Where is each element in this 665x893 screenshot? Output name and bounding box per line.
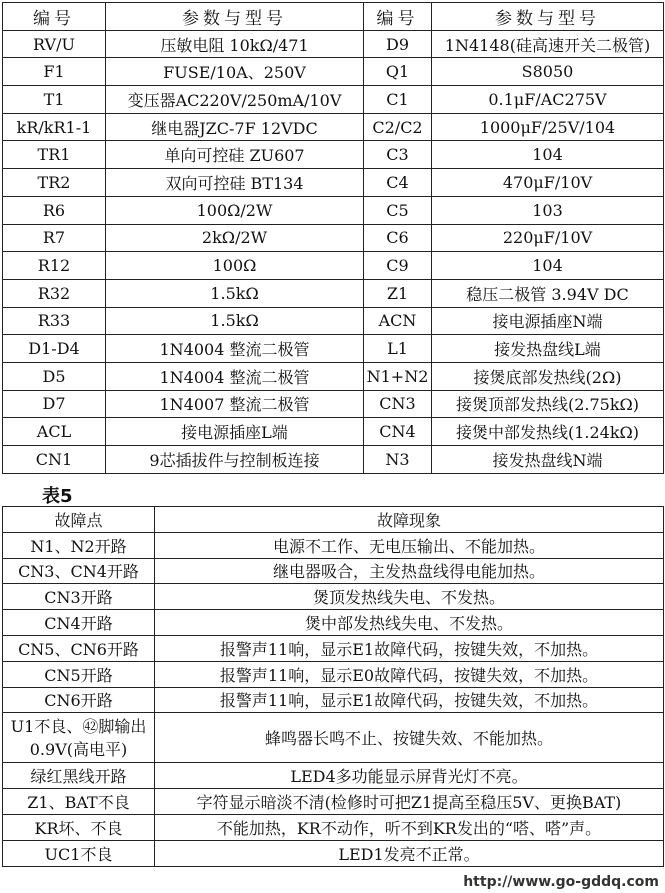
parts-row <box>3 418 664 446</box>
header-id-2: 编号 <box>364 3 432 31</box>
part-param-cell: 470μF/10V <box>432 169 664 197</box>
fault-symptom-cell: 报警声11响，显示E1故障代码，按键失效，不加热。 <box>155 635 664 661</box>
parts-body <box>3 30 664 473</box>
part-id-cell: R7 <box>3 224 106 252</box>
part-param-cell: 1N4004 整流二极管 <box>106 362 364 390</box>
fault-point-cell: N1、N2开路 <box>3 532 155 558</box>
fault-row <box>3 661 664 687</box>
header-fault-symptom: 故障现象 <box>155 507 664 533</box>
part-id-cell: kR/kR1-1 <box>3 113 106 141</box>
part-param-cell: 100Ω <box>106 252 364 280</box>
part-id-cell: T1 <box>3 86 106 114</box>
part-id-cell: C1 <box>364 86 432 114</box>
part-id-cell: C6 <box>364 224 432 252</box>
parts-row <box>3 86 664 114</box>
part-param-cell: FUSE/10A、250V <box>106 58 364 86</box>
part-param-cell: 压敏电阻 10kΩ/471 <box>106 30 364 58</box>
part-id-cell: N3 <box>364 446 432 474</box>
fault-row <box>3 635 664 661</box>
part-param-cell: 继电器JZC-7F 12VDC <box>106 113 364 141</box>
fault-point-cell: CN3、CN4开路 <box>3 558 155 584</box>
part-param-cell: 104 <box>432 252 664 280</box>
part-id-cell: C5 <box>364 196 432 224</box>
part-param-cell: 100Ω/2W <box>106 196 364 224</box>
fault-row <box>3 763 664 789</box>
part-param-cell: 0.1μF/AC275V <box>432 86 664 114</box>
part-param-cell: S8050 <box>432 58 664 86</box>
part-id-cell: C4 <box>364 169 432 197</box>
header-param-2: 参数与型号 <box>432 3 664 31</box>
fault-row <box>3 840 664 866</box>
parts-row <box>3 58 664 86</box>
parts-row <box>3 252 664 280</box>
table5-caption: 表5 <box>42 486 73 507</box>
fault-row <box>3 558 664 584</box>
parts-row <box>3 390 664 418</box>
part-id-cell: D5 <box>3 362 106 390</box>
part-param-cell: 接煲顶部发热线(2.75kΩ) <box>432 390 664 418</box>
part-param-cell: 104 <box>432 141 664 169</box>
fault-row <box>3 532 664 558</box>
fault-row <box>3 584 664 610</box>
part-id-cell: TR1 <box>3 141 106 169</box>
fault-table <box>2 506 664 867</box>
part-param-cell: 双向可控硅 BT134 <box>106 169 364 197</box>
fault-point-cell: UC1不良 <box>3 840 155 866</box>
part-id-cell: CN4 <box>364 418 432 446</box>
fault-symptom-cell: 不能加热，KR不动作，听不到KR发出的“嗒、嗒”声。 <box>155 814 664 840</box>
part-id-cell: TR2 <box>3 169 106 197</box>
part-id-cell: ACL <box>3 418 106 446</box>
part-id-cell: Q1 <box>364 58 432 86</box>
part-id-cell: CN1 <box>3 446 106 474</box>
fault-symptom-cell: LED1发亮不正常。 <box>155 840 664 866</box>
part-param-cell: 1000μF/25V/104 <box>432 113 664 141</box>
part-param-cell: 1.5kΩ <box>106 307 364 335</box>
header-param-1: 参数与型号 <box>106 3 364 31</box>
parts-table <box>2 2 664 474</box>
part-id-cell: C9 <box>364 252 432 280</box>
watermark: http://www.go-gddq.com <box>463 874 659 890</box>
fault-symptom-cell: 蜂鸣器长鸣不止、按键失效、不能加热。 <box>155 713 664 763</box>
fault-point-cell: U1不良、㊷脚输出0.9V(高电平) <box>3 713 155 763</box>
part-id-cell: N1+N2 <box>364 362 432 390</box>
part-param-cell: 1N4148(硅高速开关二极管) <box>432 30 664 58</box>
parts-row <box>3 307 664 335</box>
part-id-cell: L1 <box>364 335 432 363</box>
part-id-cell: R32 <box>3 279 106 307</box>
part-id-cell: RV/U <box>3 30 106 58</box>
parts-header-row <box>3 3 664 31</box>
part-id-cell: Z1 <box>364 279 432 307</box>
part-param-cell: 220μF/10V <box>432 224 664 252</box>
part-id-cell: R33 <box>3 307 106 335</box>
part-param-cell: 接煲底部发热线(2Ω) <box>432 362 664 390</box>
parts-row <box>3 169 664 197</box>
fault-point-cell: CN5开路 <box>3 661 155 687</box>
part-param-cell: 1N4004 整流二极管 <box>106 335 364 363</box>
fault-point-cell: 绿红黑线开路 <box>3 763 155 789</box>
parts-row <box>3 141 664 169</box>
fault-point-cell: CN5、CN6开路 <box>3 635 155 661</box>
fault-symptom-cell: 煲中部发热线失电、不发热。 <box>155 610 664 636</box>
part-id-cell: D7 <box>3 390 106 418</box>
header-fault-point: 故障点 <box>3 507 155 533</box>
fault-row <box>3 814 664 840</box>
part-id-cell: R6 <box>3 196 106 224</box>
part-param-cell: 接发热盘线L端 <box>432 335 664 363</box>
part-param-cell: 1N4007 整流二极管 <box>106 390 364 418</box>
part-param-cell: 2kΩ/2W <box>106 224 364 252</box>
parts-row <box>3 30 664 58</box>
fault-point-cell: KR坏、不良 <box>3 814 155 840</box>
part-id-cell: D9 <box>364 30 432 58</box>
part-param-cell: 接煲中部发热线(1.24kΩ) <box>432 418 664 446</box>
fault-symptom-cell: LED4多功能显示屏背光灯不亮。 <box>155 763 664 789</box>
fault-symptom-cell: 继电器吸合，主发热盘线得电能加热。 <box>155 558 664 584</box>
fault-symptom-cell: 煲顶发热线失电、不发热。 <box>155 584 664 610</box>
parts-row <box>3 362 664 390</box>
part-id-cell: CN3 <box>364 390 432 418</box>
parts-row <box>3 335 664 363</box>
part-param-cell: 稳压二极管 3.94V DC <box>432 279 664 307</box>
part-id-cell: F1 <box>3 58 106 86</box>
fault-symptom-cell: 报警声11响，显示E0故障代码，按键失效，不加热。 <box>155 661 664 687</box>
fault-symptom-cell: 报警声11响，显示E1故障代码，按键失效，不加热。 <box>155 687 664 713</box>
fault-point-cell: CN4开路 <box>3 610 155 636</box>
parts-row <box>3 113 664 141</box>
parts-row <box>3 446 664 474</box>
fault-point-cell: Z1、BAT不良 <box>3 789 155 815</box>
part-id-cell: D1-D4 <box>3 335 106 363</box>
part-id-cell: C2/C2 <box>364 113 432 141</box>
part-id-cell: ACN <box>364 307 432 335</box>
part-param-cell: 接发热盘线N端 <box>432 446 664 474</box>
part-param-cell: 接电源插座N端 <box>432 307 664 335</box>
part-param-cell: 变压器AC220V/250mA/10V <box>106 86 364 114</box>
parts-row <box>3 224 664 252</box>
part-param-cell: 接电源插座L端 <box>106 418 364 446</box>
fault-symptom-cell: 电源不工作、无电压输出、不能加热。 <box>155 532 664 558</box>
part-param-cell: 1.5kΩ <box>106 279 364 307</box>
part-id-cell: C3 <box>364 141 432 169</box>
fault-point-cell: CN3开路 <box>3 584 155 610</box>
part-param-cell: 单向可控硅 ZU607 <box>106 141 364 169</box>
header-id-1: 编号 <box>3 3 106 31</box>
fault-body <box>3 532 664 866</box>
parts-row <box>3 196 664 224</box>
fault-point-cell: CN6开路 <box>3 687 155 713</box>
fault-row <box>3 713 664 763</box>
parts-row <box>3 279 664 307</box>
fault-header-row <box>3 507 664 533</box>
fault-row <box>3 789 664 815</box>
part-param-cell: 103 <box>432 196 664 224</box>
fault-row <box>3 687 664 713</box>
fault-row <box>3 610 664 636</box>
part-id-cell: R12 <box>3 252 106 280</box>
part-param-cell: 9芯插拔件与控制板连接 <box>106 446 364 474</box>
fault-symptom-cell: 字符显示暗淡不清(检修时可把Z1提高至稳压5V、更换BAT) <box>155 789 664 815</box>
